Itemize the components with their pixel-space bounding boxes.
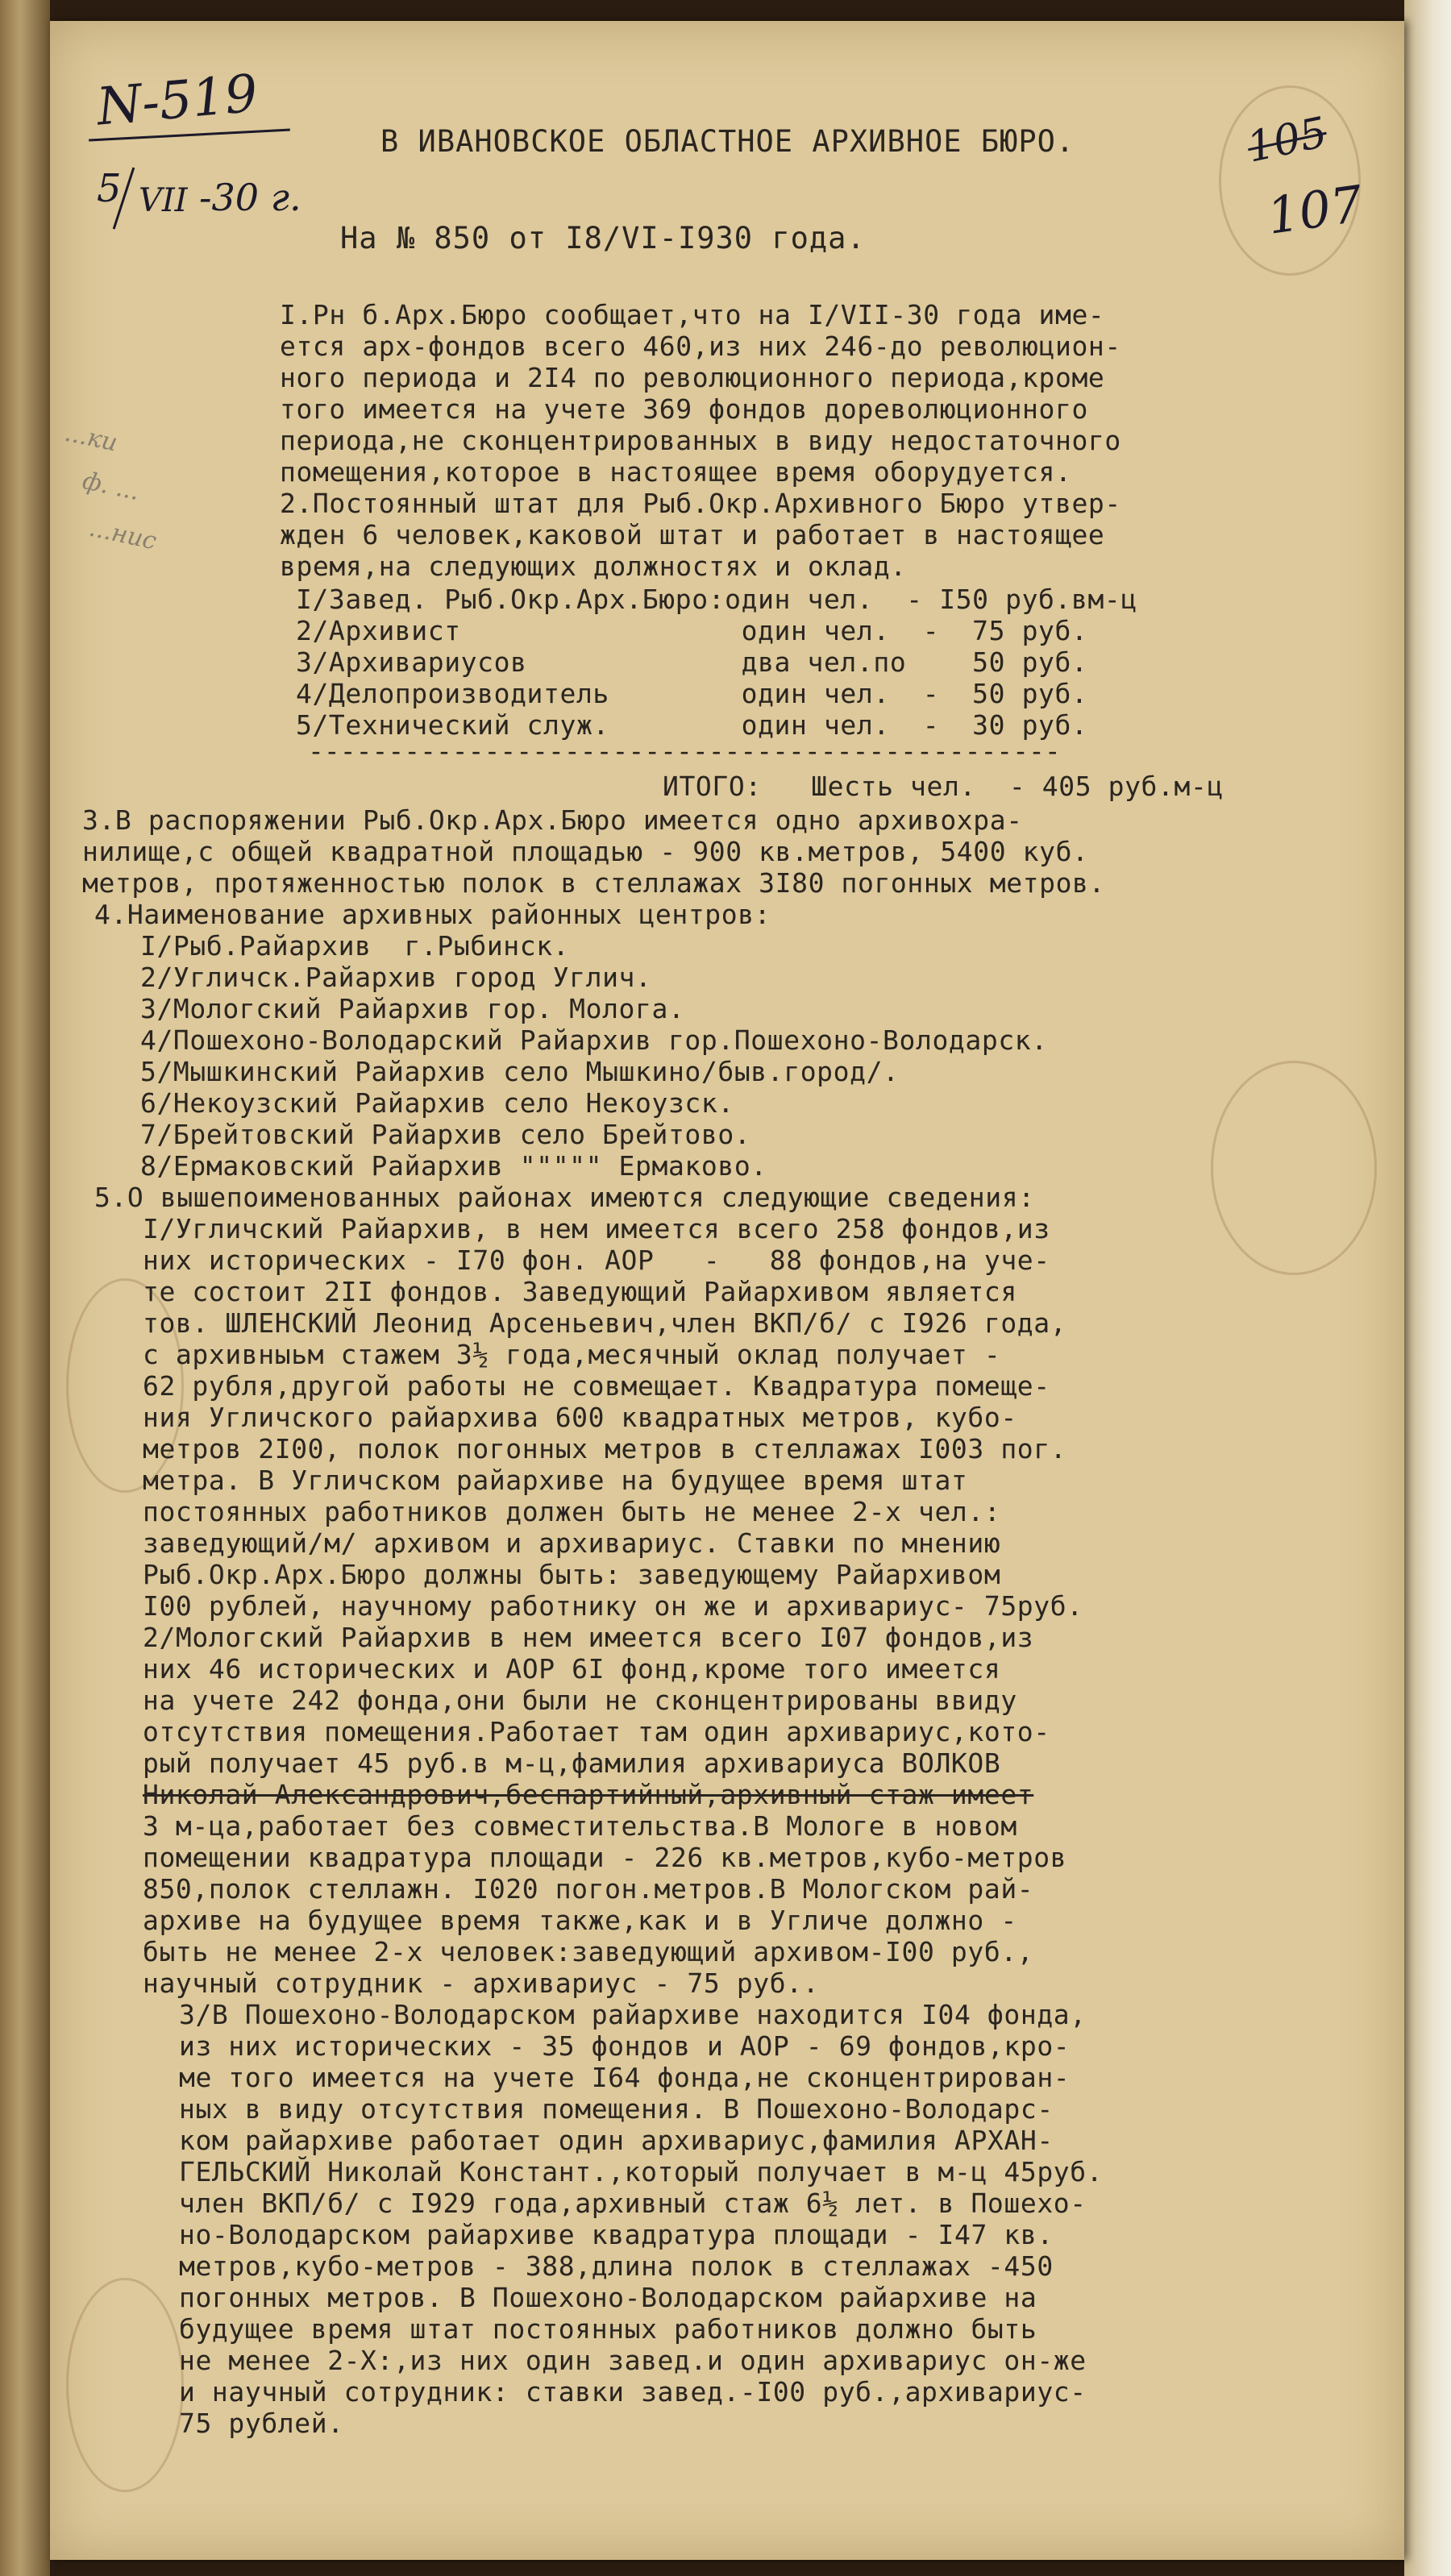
- document-title: В ИВАНОВСКОЕ ОБЛАСТНОЕ АРХИВНОЕ БЮРО.: [380, 124, 1075, 159]
- text-line: I00 рублей, научному работнику он же и архивариус- 75руб.: [143, 1590, 1083, 1622]
- text-line: метра. В Угличском райархиве на будущее время штат: [143, 1465, 968, 1496]
- text-line: отсутствия помещения.Работает там один архивариус,кото-: [143, 1716, 1050, 1747]
- text-line: ГЕЛЬСКИЙ Николай Констант.,который получает в м-ц 45руб.: [179, 2156, 1104, 2188]
- text-line: постоянных работников должен быть не менее 2-х чел.:: [143, 1496, 1001, 1527]
- text-line: помещения,которое в настоящее время оборудуется.: [280, 456, 1072, 488]
- text-line: периода,не сконцентрированных в виду недостаточного: [280, 425, 1121, 456]
- staff-row: 2/Архивист один чел. - 75 руб.: [296, 615, 1088, 646]
- text-line: метров,кубо-метров - 388,длина полок в стеллажах -450: [179, 2250, 1054, 2282]
- text-line: тов. ШЛЕНСКИЙ Леонид Арсеньевич,член ВКП/б/ с I926 года,: [143, 1307, 1067, 1339]
- text-line: 62 рубля,другой работы не совмещает. Квадратура помеще-: [143, 1370, 1050, 1402]
- margin-pencil-note: ф. ...: [80, 466, 143, 507]
- handwritten-page-old: 105: [1242, 108, 1332, 172]
- text-line: того имеется на учете 369 фондов дореволюционного: [280, 393, 1088, 425]
- document-reference: На № 850 от I8/VI-I930 года.: [340, 221, 866, 256]
- text-line: 3 м-ца,работает без совместительства.В Мологе в новом: [143, 1810, 1017, 1842]
- stamp-mark: [1211, 1061, 1377, 1275]
- text-line: I/Угличский Райархив, в нем имеется всего 258 фондов,из: [143, 1213, 1050, 1244]
- text-line: Рыб.Окр.Арх.Бюро должны быть: заведующему Райархивом: [143, 1559, 1001, 1590]
- handwritten-date-year: -30 г.: [199, 176, 301, 219]
- handwritten-page-new: 107: [1263, 174, 1366, 246]
- text-line: ных в виду отсутствия помещения. В Пошехоно-Володарс-: [179, 2093, 1054, 2125]
- handwritten-date-month: VII: [139, 182, 188, 219]
- margin-pencil-note: ...ки: [62, 418, 120, 458]
- staff-total: ИТОГО: Шесть чел. - 405 руб.м-ц: [663, 771, 1224, 802]
- district-list-item: 4/Пошехоно-Володарский Райархив гор.Пошехоно-Володарск.: [140, 1024, 1048, 1056]
- text-line: 4.Наименование архивных районных центров:: [94, 899, 771, 930]
- staff-row: 5/Технический служ. один чел. - 30 руб.: [296, 709, 1088, 741]
- text-line: 3/В Пошехоно-Володарском райархиве находится I04 фонда,: [179, 1999, 1087, 2030]
- text-line: рый получает 45 руб.в м-ц,фамилия архивариуса ВОЛКОВ: [143, 1747, 1001, 1779]
- text-line: 75 рублей.: [179, 2408, 344, 2439]
- document-sheet: [50, 21, 1404, 2560]
- staff-row: 3/Архивариусов два чел.по 50 руб.: [296, 646, 1088, 678]
- text-line: быть не менее 2-х человек:заведующий архивом-I00 руб.,: [143, 1936, 1034, 1967]
- handwritten-number: N-519: [94, 64, 260, 138]
- district-list-item: 8/Ермаковский Райархив """"" Ермаково.: [140, 1150, 767, 1182]
- text-line: из них исторических - 35 фондов и АОР - 69 фондов,кро-: [179, 2030, 1071, 2062]
- text-line: на учете 242 фонда,они были не сконцентрированы ввиду: [143, 1685, 1017, 1716]
- text-line: заведующий/м/ архивом и архивариус. Ставки по мнению: [143, 1527, 1001, 1559]
- text-line: ме того имеется на учете I64 фонда,не сконцентрирован-: [179, 2062, 1071, 2093]
- text-line: но-Володарском райархиве квадратура площади - I47 кв.: [179, 2219, 1054, 2250]
- text-line: ком райархиве работает один архивариус,фамилия АРХАН-: [179, 2125, 1054, 2156]
- text-line: ется арх-фондов всего 460,из них 246-до революцион-: [280, 330, 1121, 362]
- text-line: не менее 2-Х:,из них один завед.и один архивариус он-же: [179, 2345, 1087, 2376]
- district-list-item: 5/Мышкинский Райархив село Мышкино/быв.город/.: [140, 1056, 900, 1087]
- text-line: 2.Постоянный штат для Рыб.Окр.Архивного Бюро утвер-: [280, 488, 1121, 519]
- staff-row: I/Завед. Рыб.Окр.Арх.Бюро:один чел. - I50 руб.вм-ц: [296, 584, 1137, 615]
- district-list-item: I/Рыб.Райархив г.Рыбинск.: [140, 930, 570, 962]
- text-line: 850,полок стеллажн. I020 погон.метров.В Мологском рай-: [143, 1873, 1034, 1905]
- text-line: них исторических - I70 фон. АОР - 88 фондов,на уче-: [143, 1244, 1050, 1276]
- text-line: I.Рн б.Арх.Бюро сообщает,что на I/VII-30 года име-: [280, 299, 1105, 330]
- margin-pencil-note: ...нис: [86, 513, 160, 556]
- text-line: будущее время штат постоянных работников должно быть: [179, 2313, 1037, 2345]
- text-line: помещении квадратура площади - 226 кв.метров,кубо-метров: [143, 1842, 1067, 1873]
- district-list-item: 7/Брейтовский Райархив село Брейтово.: [140, 1119, 751, 1150]
- text-line: 3.В распоряжении Рыб.Окр.Арх.Бюро имеется одно архивохра-: [82, 804, 1023, 836]
- text-line-struck: Николай Александрович,беспартийный,архивный стаж имеет: [143, 1779, 1034, 1810]
- text-line: архиве на будущее время также,как и в Угличе должно -: [143, 1905, 1017, 1936]
- total-rule: -----------------------------------------------: [308, 735, 1061, 767]
- text-line: нилище,с общей квадратной площадью - 900 кв.метров, 5400 куб.: [82, 836, 1089, 867]
- text-line: ния Угличского райархива 600 квадратных метров, кубо-: [143, 1402, 1017, 1433]
- text-line: время,на следующих должностях и оклад.: [280, 551, 907, 582]
- text-line: научный сотрудник - архивариус - 75 руб..: [143, 1967, 820, 1999]
- text-line: 2/Мологский Райархив в нем имеется всего I07 фондов,из: [143, 1622, 1034, 1653]
- text-line: жден 6 человек,каковой штат и работает в настоящее: [280, 519, 1105, 551]
- text-line: метров 2I00, полок погонных метров в стеллажах I003 пог.: [143, 1433, 1067, 1465]
- handwritten-date-day: 5: [97, 166, 122, 211]
- text-line: и научный сотрудник: ставки завед.-I00 руб.,архивариус-: [179, 2376, 1087, 2408]
- binding-spine: [0, 0, 50, 2576]
- text-line: них 46 исторических и АОР 6I фонд,кроме того имеется: [143, 1653, 1001, 1685]
- district-list-item: 6/Некоузский Райархив село Некоузск.: [140, 1087, 734, 1119]
- staff-row: 4/Делопроизводитель один чел. - 50 руб.: [296, 678, 1088, 709]
- stamp-mark: [66, 2278, 184, 2492]
- text-line: 5.О вышепоименованных районах имеются следующие сведения:: [94, 1182, 1035, 1213]
- background-edge: [1404, 0, 1451, 2576]
- text-line: член ВКП/б/ с I929 года,архивный стаж 6½ лет. в Пошехо-: [179, 2188, 1087, 2219]
- text-line: с архивныьм стажем 3½ года,месячный оклад получает -: [143, 1339, 1001, 1370]
- district-list-item: 2/Угличск.Райархив город Углич.: [140, 962, 652, 993]
- text-line: ного периода и 2I4 по революционного периода,кроме: [280, 362, 1105, 393]
- text-line: метров, протяженностью полок в стеллажах 3I80 погонных метров.: [82, 867, 1105, 899]
- text-line: те состоит 2II фондов. Заведующий Райархивом является: [143, 1276, 1017, 1307]
- text-line: погонных метров. В Пошехоно-Володарском райархиве на: [179, 2282, 1037, 2313]
- district-list-item: 3/Мологский Райархив гор. Молога.: [140, 993, 685, 1024]
